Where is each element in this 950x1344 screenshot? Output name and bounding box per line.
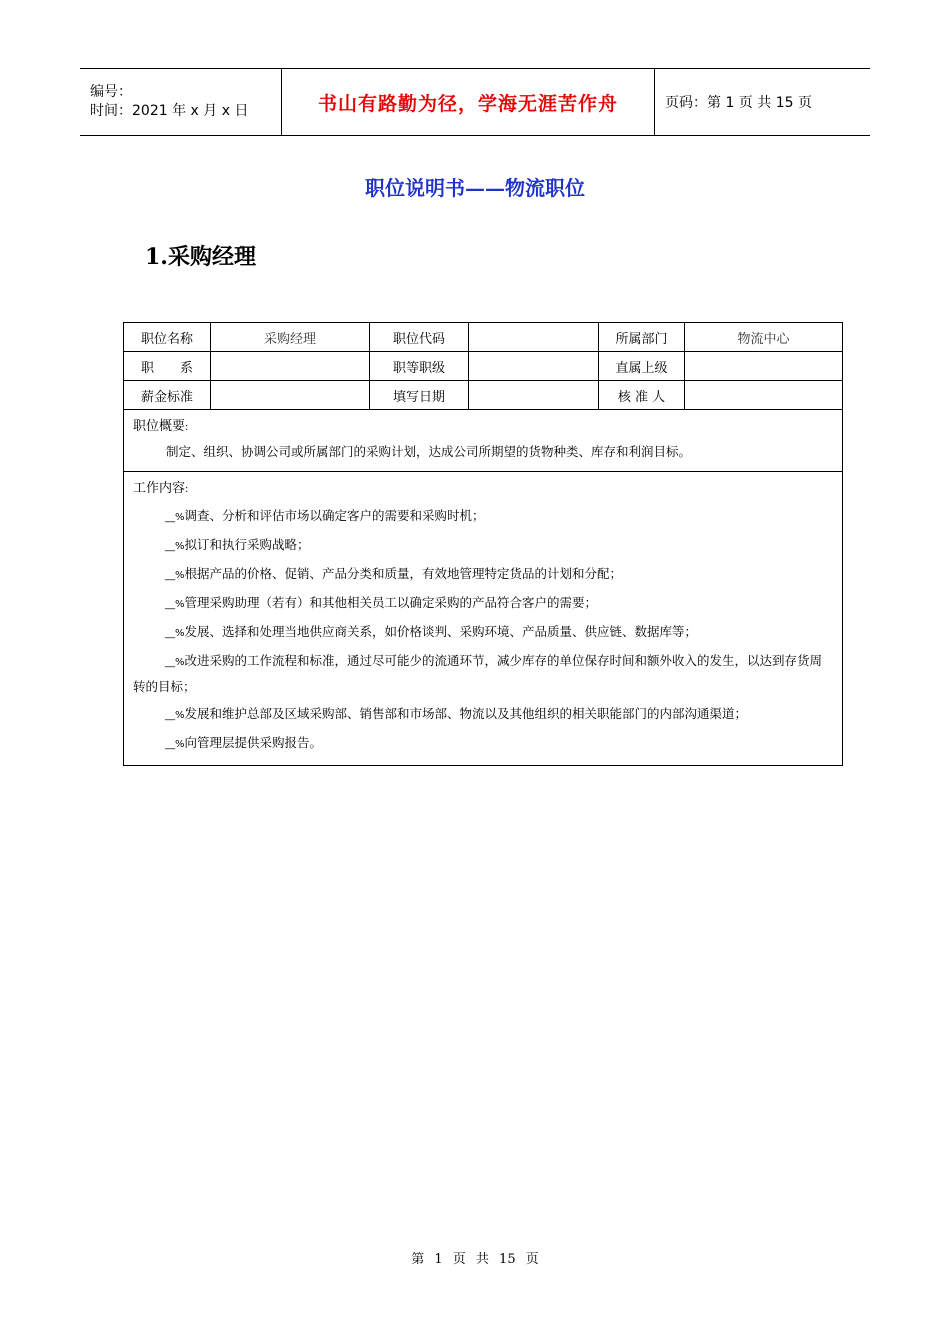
duty-text: 调查、分析和评估市场以确定客户的需要和采购时机；: [184, 508, 485, 523]
duty-item: [133, 649, 834, 699]
duty-text: 管理采购助理（若有）和其他相关员工以确定采购的产品符合客户的需要；: [184, 595, 598, 610]
header-page-info: 页码：第 1 页 共 15 页: [665, 95, 812, 111]
summary-row: [124, 410, 843, 472]
section-title: 1.采购经理: [145, 244, 256, 270]
form-value-cell: [469, 381, 599, 410]
form-value-cell: [211, 352, 370, 381]
form-label-cell: 直属上级: [599, 352, 685, 381]
duties-label-colon: :: [185, 484, 189, 495]
duty-marker: __%: [165, 541, 185, 552]
summary-label-text: 职位概要: [133, 419, 186, 434]
form-value-cell: 物流中心: [685, 323, 843, 352]
summary-cell: [124, 410, 843, 472]
duties-row: [124, 472, 843, 766]
duties-cell: [124, 472, 843, 766]
duty-item: [133, 504, 834, 530]
duty-marker: __%: [165, 710, 185, 721]
form-row: [124, 323, 843, 352]
summary-text: 制定、组织、协调公司或所属部门的采购计划，达成公司所期望的货物种类、库存和利润目标。: [166, 444, 692, 459]
duty-marker: __%: [165, 570, 185, 581]
header-meta: [80, 69, 282, 135]
document-time-label: 时间：2021 年 x 月 x 日: [90, 103, 249, 119]
form-value-cell: [685, 352, 843, 381]
form-label-cell: 职位代码: [370, 323, 469, 352]
page-footer: 第 1 页 共 15 页: [411, 1252, 539, 1267]
form-label-cell: 职等职级: [370, 352, 469, 381]
duty-item: [133, 731, 834, 757]
duties-list: [133, 504, 834, 757]
form-value-cell: [469, 323, 599, 352]
form-label-cell: 职 系: [124, 352, 211, 381]
header-motto-cell: [282, 69, 655, 135]
document-title: 职位说明书——物流职位: [365, 176, 585, 200]
summary-label-colon: :: [185, 422, 189, 433]
duty-text: 向管理层提供采购报告。: [184, 735, 323, 750]
summary-label: [133, 416, 834, 439]
duties-label-text: 工作内容: [133, 481, 186, 496]
duty-marker: __%: [165, 628, 185, 639]
form-value-cell: 采购经理: [211, 323, 370, 352]
form-row: [124, 381, 843, 410]
duty-item: [133, 702, 834, 728]
duty-text: 拟订和执行采购战略；: [184, 537, 310, 552]
form-label-cell: 薪金标准: [124, 381, 211, 410]
duty-item: [133, 591, 834, 617]
document-number-label: 编号：: [90, 84, 132, 100]
form-value-cell: [211, 381, 370, 410]
duty-marker: __%: [165, 512, 185, 523]
duty-item: [133, 620, 834, 646]
duty-item: [133, 562, 834, 588]
duty-text: 发展、选择和处理当地供应商关系，如价格谈判、采购环境、产品质量、供应链、数据库等；: [184, 624, 698, 639]
form-label-cell: 核 准 人: [599, 381, 685, 410]
job-description-form: [123, 322, 843, 766]
duty-marker: __%: [165, 739, 185, 750]
duty-marker: __%: [165, 657, 185, 668]
duty-text: 根据产品的价格、促销、产品分类和质量，有效地管理特定货品的计划和分配；: [184, 566, 623, 581]
form-value-cell: [685, 381, 843, 410]
page-header: [80, 68, 870, 136]
form-row: [124, 352, 843, 381]
form-label-cell: 填写日期: [370, 381, 469, 410]
duty-item: [133, 533, 834, 559]
duties-label: [133, 478, 834, 501]
form-label-cell: 所属部门: [599, 323, 685, 352]
duty-text: 改进采购的工作流程和标准，通过尽可能少的流通环节，减少库存的单位保存时间和额外收入的发生，以达到存货周转的目标；: [133, 653, 823, 694]
form-value-cell: [469, 352, 599, 381]
header-motto: 书山有路勤为径，学海无涯苦作舟: [317, 92, 618, 115]
duty-text: 发展和维护总部及区域采购部、销售部和市场部、物流以及其他组织的相关职能部门的内部沟通渠道；: [184, 706, 748, 721]
form-label-cell: 职位名称: [124, 323, 211, 352]
duty-marker: __%: [165, 599, 185, 610]
